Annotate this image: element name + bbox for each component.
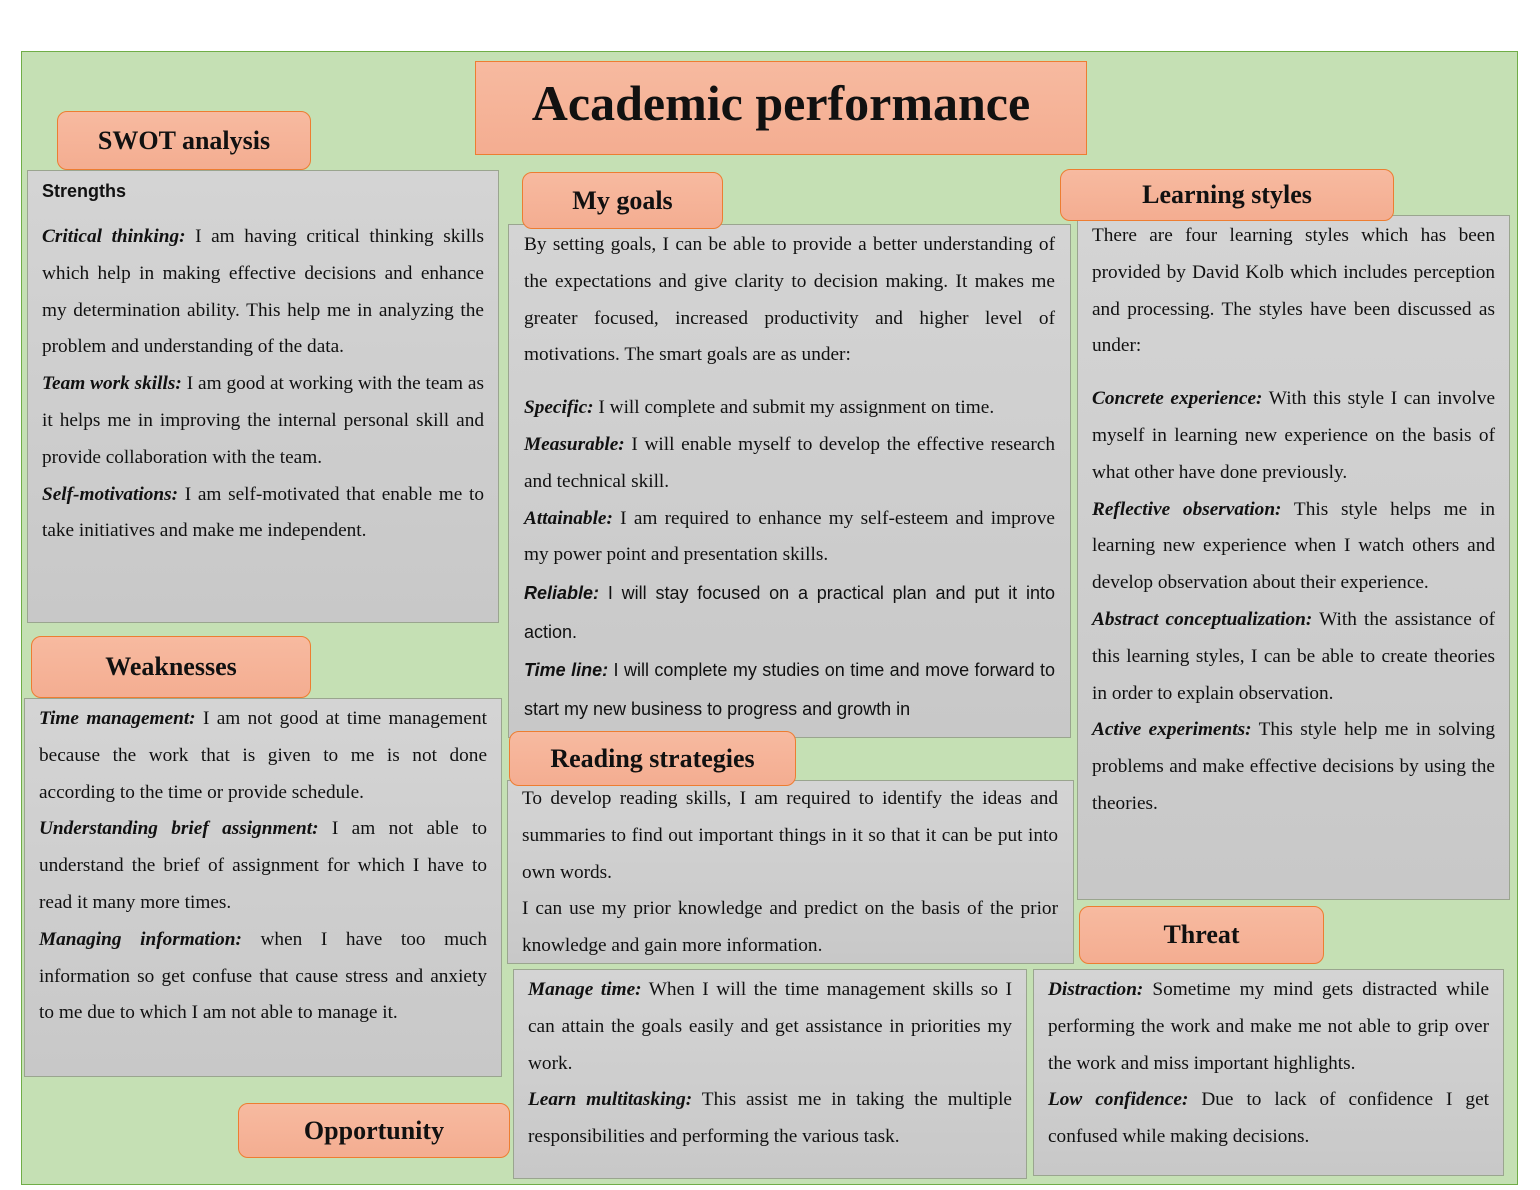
strength-term: Team work skills: — [42, 373, 182, 395]
goal-term: Time line: — [524, 660, 609, 681]
learning-item: Active experiments: This style help me in solving problems and make effective decisions by using the theories. — [1092, 719, 1495, 814]
opportunity-label: Opportunity — [238, 1103, 510, 1158]
learning-item: Reflective observation: This style helps me in learning new experience when I watch others and develop observation about their experience. — [1092, 498, 1496, 594]
reading-paragraph: I can use my prior knowledge and predict on the basis of the prior knowledge and gain more information. — [522, 898, 1058, 957]
threat-panel — [1033, 969, 1504, 1176]
threat-term: Low confidence: — [1048, 1089, 1189, 1111]
strengths-panel — [27, 170, 499, 623]
weaknesses-panel — [24, 698, 502, 1077]
goals-intro: By setting goals, I can be able to provide a better understanding of the expectations and give clarity to decision making. It makes me greater focused, increased productivity and higher level of motivations. The smart goals are as under: — [524, 234, 1055, 366]
threat-item: Low confidence: Due to lack of confidence I get confused while making decisions. — [1048, 1089, 1489, 1148]
threat-term: Distraction: — [1048, 979, 1144, 1000]
goal-item: Measurable: I will enable myself to develop the effective research and technical skill. — [524, 433, 1055, 492]
swot-analysis-label: SWOT analysis — [57, 111, 311, 170]
opportunity-term: Manage time: — [528, 979, 642, 1000]
weaknesses-label: Weaknesses — [31, 636, 311, 698]
strength-item: Self-motivations: I am self-motivated that enable me to take initiatives and make me independent. — [42, 483, 484, 542]
reading-paragraph: To develop reading skills, I am required to identify the ideas and summaries to find out important things in it so that it can be put into own words. — [522, 788, 1058, 883]
opportunity-item: Manage time: When I will the time management skills so I can attain the goals easily and get assistance in priorities my work. — [528, 979, 1012, 1074]
my-goals-label: My goals — [522, 172, 723, 229]
spacer — [524, 374, 1055, 390]
goal-item: Specific: I will complete and submit my assignment on time. — [524, 397, 995, 419]
learning-term: Abstract conceptualization: — [1092, 608, 1313, 630]
strength-item: Team work skills: I am good at working with the team as it helps me in improving the internal personal skill and provide collaboration with the team. — [42, 373, 484, 468]
opportunity-term: Learn multitasking: — [528, 1089, 693, 1111]
weakness-term: Understanding brief assignment: — [39, 818, 319, 840]
goal-item: Attainable: I am required to enhance my self-esteem and improve my power point and presentation skills. — [524, 507, 1055, 566]
weakness-term: Time management: — [39, 708, 196, 729]
learning-term: Reflective observation: — [1092, 498, 1282, 520]
weakness-item: Understanding brief assignment: I am not able to understand the brief of assignment for which I have to read it many more times. — [39, 818, 488, 913]
opportunity-panel — [513, 969, 1027, 1179]
goal-term: Attainable: — [524, 507, 613, 529]
reading-panel — [507, 780, 1074, 964]
weakness-item: Time management: I am not good at time management because the work that is given to me is not done according to the time or provide schedule. — [39, 708, 487, 803]
threat-label: Threat — [1079, 906, 1324, 964]
learning-panel — [1077, 215, 1510, 900]
learning-term: Active experiments: — [1092, 719, 1252, 741]
threat-item: Distraction: Sometime my mind gets distracted while performing the work and make me not able to grip over the work and miss important highlights. — [1048, 979, 1489, 1074]
strength-term: Critical thinking: — [42, 226, 186, 247]
goals-panel — [508, 224, 1071, 738]
spacer — [1092, 365, 1495, 381]
learning-intro: There are four learning styles which has been provided by David Kolb which includes perception and processing. The styles have been discussed as under: — [1092, 225, 1495, 357]
goal-item: Reliable: I will stay focused on a practical plan and put it into action. — [524, 583, 1055, 642]
learning-term: Concrete experience: — [1092, 388, 1263, 410]
goal-term: Specific: — [524, 397, 594, 419]
goal-item: Time line: I will complete my studies on time and move forward to start my new business to progress and growth in — [524, 660, 1055, 719]
page-title: Academic performance — [531, 75, 1031, 131]
reading-strategies-label: Reading strategies — [509, 731, 796, 786]
goal-term: Reliable: — [524, 583, 600, 604]
weakness-term: Managing information: — [39, 928, 242, 950]
learning-styles-label: Learning styles — [1060, 169, 1394, 221]
learning-item: Abstract conceptualization: With the assistance of this learning styles, I can be able to create theories in order to explain observation. — [1092, 608, 1495, 704]
strength-term: Self-motivations: — [42, 483, 179, 505]
title-banner — [475, 61, 1087, 155]
opportunity-item: Learn multitasking: This assist me in taking the multiple responsibilities and performing the various task. — [528, 1089, 1012, 1148]
goal-term: Measurable: — [524, 433, 625, 455]
strength-item: Critical thinking: I am having critical thinking skills which help in making effective decisions and enhance my determination ability. This help me in analyzing the problem and understanding of the data. — [42, 226, 485, 358]
strengths-heading: Strengths — [42, 181, 127, 201]
weakness-item: Managing information: when I have too much information so get confuse that cause stress and anxiety to me due to which I am not able to manage it. — [39, 928, 487, 1024]
learning-item: Concrete experience: With this style I can involve myself in learning new experience on the basis of what other have done previously. — [1092, 388, 1496, 483]
